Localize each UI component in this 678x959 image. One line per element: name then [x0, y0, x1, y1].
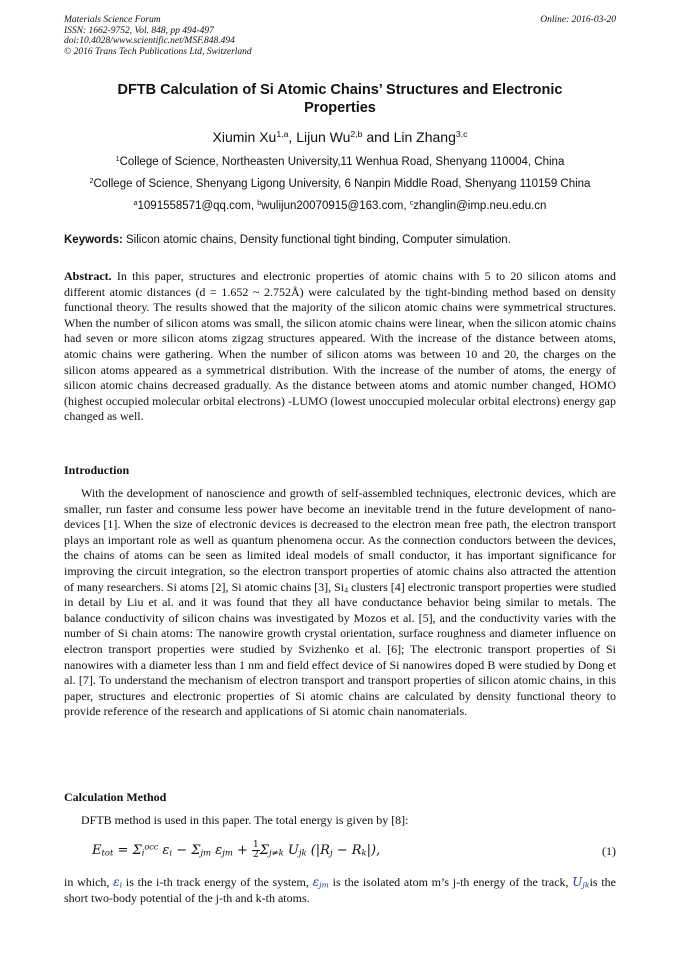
symbol-subscript: jk [582, 880, 590, 890]
introduction-paragraph [64, 486, 616, 720]
symbol-subscript: jm [319, 880, 329, 890]
affiliation-superscript: 2 [89, 177, 94, 186]
introduction-heading: Introduction [64, 463, 130, 477]
affiliation-superscript: 1 [115, 155, 120, 164]
equation-body: $E_{tot} = \Sigma_i^{occ}$ $\varepsilon_i - \Sigma_{jm}$ $\varepsilon_{jm}$ + $\frac{1}{2}$ $\Sigma_{j\ne k}$ $U_{jk}$ $(|R_j - R_k|)$, [92, 840, 381, 860]
intro-text: clusters [4] electronic transport properties were studied in detail by Liu et al. and it was found that they all have conductance behavior being similar to metals. The balance conductivity of silicon chains was investigated by Mozos et al. [5], and the conductivity varies with the number of Si chain atoms: The nanowire growth crystal orientation, surface roughness and diameter influence on electron transport properties were studied by Svizhenko et al. [6]; The electronic transport properties of Si nanowires with a diameter less than 1 nm and field effect device of Si nanowires doped B were studied by Dong et al. [7]. To understand the mechanism of electron transport and transport properties of silicon atomic chains, in this paper, structures and electronic properties of Si atomic chains are calculated by density functional theory to provide reference of the research and applications of Si atomic chain nanomaterials. [64, 579, 616, 719]
explanation-text: is the isolated atom m’s j-th energy of the track, [328, 875, 573, 889]
abstract [64, 269, 616, 425]
intro-text: With the development of nanoscience and growth of self-assembled techniques, electronic devices, which are smaller, run faster and consume less power have become an inevitable trend in the future development of nano-devices [1]. When the size of electronic devices is decreased to the electron mean free path, the electron transport plays an important role as well as quantum phenomena occur. As the connection conductors between the devices, the chains of atoms can be seen as limited ideal models of small conductor, it has important significance for improving the circuit integration, so the electron transport properties of atomic chains also attracted the attention of many researchers. Si atoms [2], Si atomic chains [3], Si [64, 486, 616, 594]
calculation-paragraph: DFTB method is used in this paper. The total energy is given by [8]: [81, 813, 409, 827]
paper-title [64, 81, 616, 117]
equation-number: (1) [602, 844, 616, 858]
author-superscript: 3,c [455, 129, 468, 140]
equation-explanation [64, 875, 616, 906]
journal-header [64, 15, 616, 57]
email-link[interactable]: 1091558571@qq.com [137, 200, 251, 212]
affiliation-text: College of Science, Shenyang Ligong University, 6 Nanpin Middle Road, Shenyang 110159 China [93, 178, 591, 190]
symbol-subscript: i [119, 880, 123, 890]
author-list [64, 128, 616, 146]
author-superscript: 1,a [276, 129, 289, 140]
online-date: Online: 2016-03-20 [540, 15, 616, 25]
explanation-text: in which, [64, 875, 114, 889]
email-link[interactable]: wulijun20070915@163.com [261, 200, 404, 212]
affiliation-text: College of Science, Northeasten University,11 Wenhua Road, Shenyang 110004, China [119, 156, 565, 168]
email-superscript: b [257, 199, 262, 208]
author-name: Lijun Wu [296, 129, 351, 145]
epsilon-jm-symbol [313, 875, 329, 889]
symbol-base: ε [113, 875, 120, 889]
explanation-text: is the short two-body potential of the j-th and k-th atoms. [64, 875, 616, 905]
abstract-label: Abstract. [64, 269, 112, 283]
keywords-text: Silicon atomic chains, Density functional tight binding, Computer simulation. [126, 234, 511, 246]
author-emails: $^a$1091558571@qq.com, $^b$wulijun20070915@163.com, $^c$zhanglin@imp.neu.edu.cn [133, 199, 547, 212]
author-superscript: 2,b [350, 129, 363, 140]
affiliation-2 [64, 177, 616, 191]
author-separator: , [288, 129, 297, 145]
abstract-text: In this paper, structures and electronic properties of atomic chains with 5 to 20 silicon atoms and different atomic distances (d = 1.652 ~ 2.752Å) were calculated by the tight-binding method based on density functional theory. The results showed that the majority of the silicon atomic chains were symmetrical structures. When the number of silicon atoms was small, the silicon atomic chains were linear, when the silicon atomic chains had seven or more silicon atoms zigzag structures appeared. With the increase of the distance between atoms, atomic chains were gathering. When the number of silicon atoms was between 10 and 20, the charges on the silicon atoms appeared as a symmetrical distribution. With the increase of the number of atoms, the energy of silicon atomic chains decreased gradually. As the distance between atoms and atomic number changed, HOMO (highest occupied molecular orbital electrons) -LUMO (lowest unoccupied molecular orbital electrons) energy gap changed as well. [64, 269, 617, 424]
email-link[interactable]: zhanglin@imp.neu.edu.cn [413, 200, 547, 212]
epsilon-i-symbol [113, 875, 122, 889]
symbol-base: ε [312, 875, 320, 889]
author-separator: and [362, 129, 394, 145]
issn-line: ISSN: 1662-9752, Vol. 848, pp 494-497 [64, 25, 214, 36]
equation-1 [92, 838, 616, 864]
explanation-text: is the i-th track energy of the system, [122, 875, 313, 889]
keywords-label: Keywords: [64, 234, 123, 246]
title-line-1: DFTB Calculation of Si Atomic Chains’ Structures and Electronic [117, 82, 563, 98]
title-line-2: Properties [304, 100, 376, 116]
calculation-method-heading: Calculation Method [64, 790, 167, 804]
u-jk-symbol [572, 875, 589, 889]
author-name: Lin Zhang [393, 129, 456, 145]
keywords [64, 233, 616, 248]
journal-name: Materials Science Forum [64, 15, 161, 25]
doi-line: doi:10.4028/www.scientific.net/MSF.848.494 [64, 36, 235, 46]
author-name: Xiumin Xu [212, 129, 277, 145]
symbol-base: U [572, 875, 583, 889]
email-superscript: c [409, 199, 414, 208]
affiliation-1 [64, 155, 616, 169]
intro-subscript: 4 [344, 585, 349, 595]
email-superscript: a [133, 199, 138, 208]
copyright-line: © 2016 Trans Tech Publications Ltd, Switzerland [64, 46, 252, 57]
